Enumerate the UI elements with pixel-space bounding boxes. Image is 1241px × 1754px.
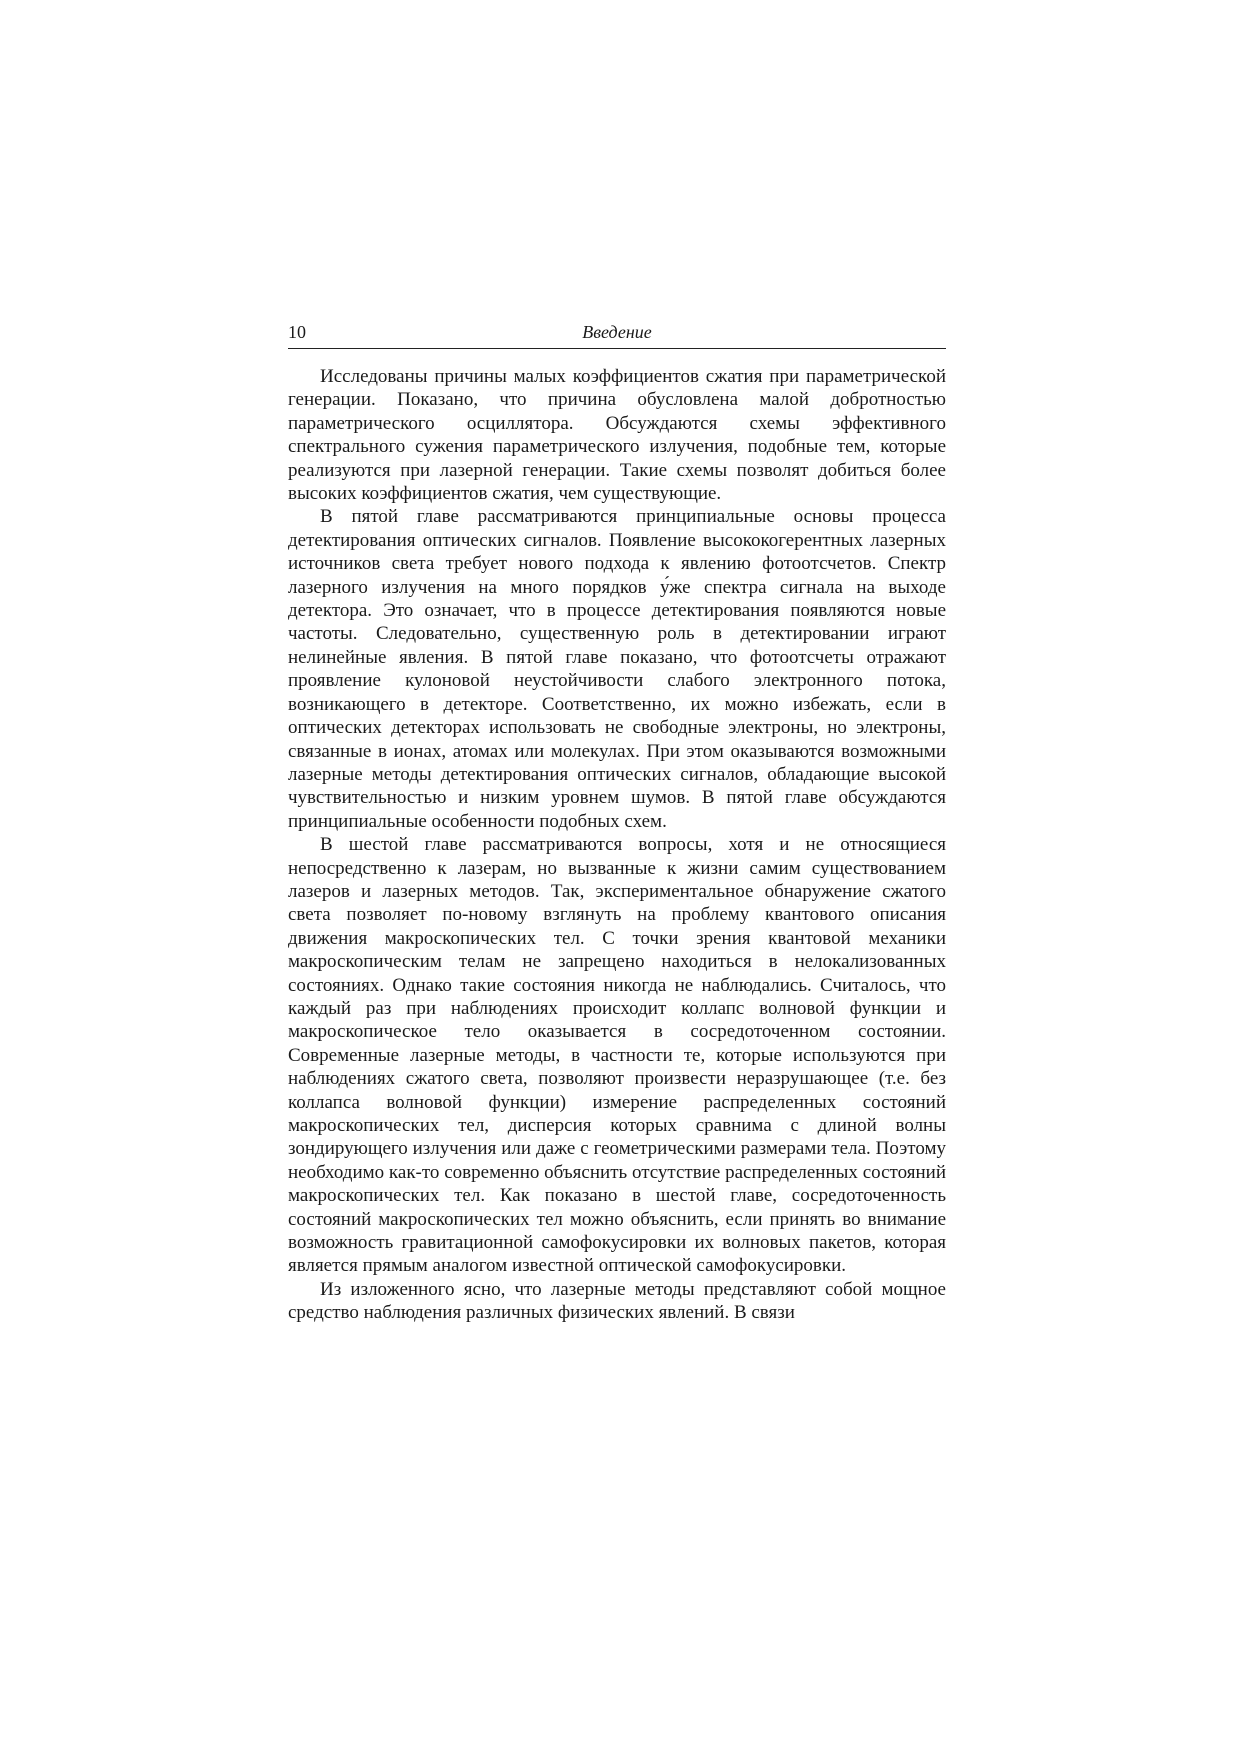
book-page [288, 322, 946, 1325]
running-head [288, 322, 946, 349]
body-text [288, 365, 946, 1325]
paragraph-chapter-five: В пятой главе рассматриваются принципиальные основы процесса детектирования оптических сигналов. Появление высококогерентных лазерных источников света требует нового подхода к явлению фотоотсчетов. Спектр лазерного излучения на много порядков у́же спектра сигнала на выходе детектора. Это означает, что в процессе детектирования появляются новые частоты. Следовательно, существенную роль в детектировании играют нелинейные явления. В пятой главе показано, что фотоотсчеты отражают проявление кулоновой неустойчивости слабого электронного потока, возникающего в детекторе. Соответственно, их можно избежать, если в оптических детекторах использовать не свободные электроны, но электроны, связанные в ионах, атомах или молекулах. При этом оказываются возможными лазерные методы детектирования оптических сигналов, обладающие высокой чувствительностью и низким уровнем шумов. В пятой главе обсуждаются принципиальные особенности подобных схем. [288, 506, 946, 832]
paragraph-chapter-six: В шестой главе рассматриваются вопросы, хотя и не относящиеся непосредственно к лазерам, но вызванные к жизни самим существованием лазеров и лазерных методов. Так, экспериментальное обнаружение сжатого света позволяет по-новому взглянуть на проблему квантового описания движения макроскопических тел. С точки зрения квантовой механики макроскопическим телам не запрещено находиться в нелокализованных состояниях. Однако такие состояния никогда не наблюдались. Считалось, что каждый раз при наблюдениях происходит коллапс волновой функции и макроскопическое тело оказывается в сосредоточенном состоянии. Современные лазерные методы, в частности те, которые используются при наблюдениях сжатого света, позволяют произвести неразрушающее (т.е. без коллапса волновой функции) измерение распределенных состояний макроскопических тел, дисперсия которых сравнима с длиной волны зондирующего излучения или даже с геометрическими размерами тела. Поэтому необходимо как-то современно объяснить отсутствие распределенных состояний макроскопических тел. Как показано в шестой главе, сосредоточенность состояний макроскопических тел можно объяснить, если принять во внимание возможность гравитационной самофокусировки их волновых пакетов, которая является прямым аналогом известной оптической самофокусировки. [288, 834, 946, 1277]
paragraph-conclusion: Из изложенного ясно, что лазерные методы представляют собой мощное средство наблюдения различных физических явлений. В связи [288, 1278, 946, 1324]
paragraph-parametric-generation: Исследованы причины малых коэффициентов сжатия при параметрической генерации. Показано, что причина обусловлена малой добротностью параметрического осциллятора. Обсуждаются схемы эффективного спектрального сужения параметрического излучения, подобные тем, которые реализуются при лазерной генерации. Такие схемы позволят добиться более высоких коэффициентов сжатия, чем существующие. [288, 366, 946, 505]
page-number: 10 [288, 322, 306, 342]
chapter-title: Введение [582, 322, 652, 342]
